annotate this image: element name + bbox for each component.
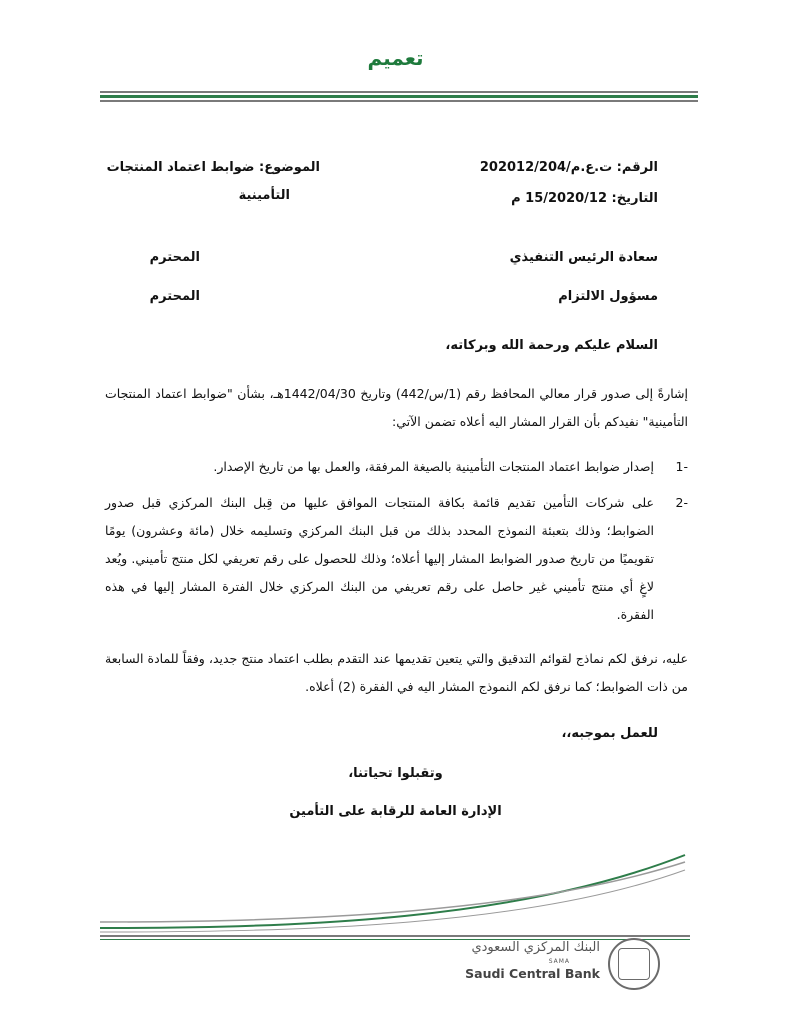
intro-paragraph: إشارةً إلى صدور قرار معالي المحافظ رقم (1/س/442) وتاريخ 1442/04/30هـ، بشأن "ضوابط اعتماد المنتجات التأمينية" نفيدكم بأن القرار المشار اليه أعلاه تضمن الآتي: (105, 386, 688, 429)
closing-action: للعمل بموجبه،، (561, 726, 658, 741)
closing-regards: وتقبلوا تحياتنا، (348, 766, 443, 781)
document-date: التاريخ: 15/2020/12 م (511, 191, 658, 206)
bank-logo (450, 938, 660, 996)
list-item (105, 453, 688, 481)
signature-department: الإدارة العامة للرقابة على التأمين (289, 804, 502, 819)
list-item-text: على شركات التأمين تقديم قائمة بكافة المنتجات الموافق عليها من قِبل البنك المركزي قبل صدور الضوابط؛ وذلك بتعبئة النموذج المحدد بذلك من قبل البنك المركزي وتسليمه خلال (مائة وعشرون) يومًا تقويميًا من تاريخ صدور الضوابط المشار إليها أعلاه؛ وذلك للحصول على رقم تعريفي لكل منتج تأميني. ويُعد لاغٍ أي منتج تأميني غير حاصل على رقم تعريفي من البنك المركزي خلال الفترة المشار إليها في هذه الفقرة. (105, 495, 654, 622)
recipient-name: سعادة الرئيس التنفيذي (509, 250, 658, 265)
recipient-honorific: المحترم (149, 289, 200, 304)
list-item-number: -1 (675, 459, 688, 474)
recipient-name: مسؤول الالتزام (558, 289, 658, 304)
bank-abbreviation: SAMA (548, 958, 570, 965)
list-item-number: -2 (675, 495, 688, 510)
footer-wave-decoration (100, 850, 690, 940)
list-item (105, 489, 688, 629)
greeting: السلام عليكم ورحمة الله وبركاته، (445, 338, 658, 353)
reference-number: الرقم: ت.ع.م/202012/204 (479, 160, 658, 175)
bank-emblem-icon (608, 938, 660, 990)
subject-line-2: التأمينية (238, 188, 290, 203)
subject-line-1: الموضوع: ضوابط اعتماد المنتجات (106, 160, 320, 175)
numbered-list (105, 453, 688, 629)
attachment-paragraph: عليه، نرفق لكم نماذج لقوائم التدقيق والتي يتعين تقديمها عند التقدم بطلب اعتماد منتج جديد، وفقاً للمادة السابعة من ذات الضوابط؛ كما نرفق لكم النموذج المشار اليه في الفقرة (2) أعلاه. (105, 651, 688, 694)
header-divider (100, 91, 698, 105)
page-title: تعميم (367, 46, 424, 70)
bank-name-english: Saudi Central Bank (465, 966, 600, 981)
recipient-honorific: المحترم (149, 250, 200, 265)
list-item-text: إصدار ضوابط اعتماد المنتجات التأمينية بالصيغة المرفقة، والعمل بها من تاريخ الإصدار. (213, 459, 654, 474)
bank-name-arabic: البنك المركزي السعودي (471, 940, 600, 955)
